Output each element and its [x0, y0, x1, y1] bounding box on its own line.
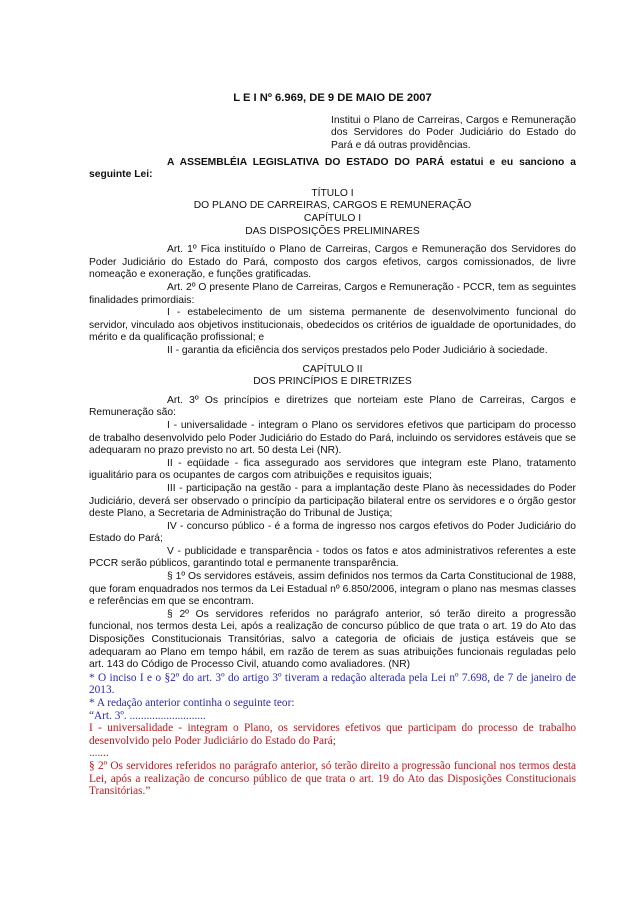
titulo-subheading: DO PLANO DE CARREIRAS, CARGOS E REMUNERAÇÃO	[193, 200, 472, 212]
article-3-item-ii: II - eqüidade - fica assegurado aos servidores que integram este Plano, tratamento igualitário para os ocupantes de cargos com atribuições e requisitos iguais;	[89, 457, 576, 482]
article-3-paragraph-1: § 1º Os servidores estáveis, assim definidos nos termos da Carta Constitucional de 1988, que foram enquadrados nos termos da Lei Estadual nº 6.850/2006, integram o plano nas mesmas classes e referências em que se encontram.	[89, 571, 576, 608]
amendment-note-line: * O inciso I e o §2º do art. 3º do artigo 3º tiveram a redação alterada pela Lei nº 7.698, de 7 de janeiro de 2013.	[89, 671, 576, 697]
article-3-item-v: V - publicidade e transparência - todos os fatos e atos administrativos referentes a este PCCR serão públicos, garantindo total e permanente transparência.	[89, 545, 576, 570]
previous-text-ellipsis: .......	[89, 747, 109, 760]
preamble: A ASSEMBLÉIA LEGISLATIVA DO ESTADO DO PARÁ estatui e eu sanciono a seguinte Lei:	[89, 156, 576, 181]
capitulo-subheading: DAS DISPOSIÇÕES PRELIMINARES	[245, 225, 420, 237]
law-title: L E I Nº 6.969, DE 9 DE MAIO DE 2007	[233, 92, 432, 104]
capitulo-2-subheading: DOS PRINCÍPIOS E DIRETRIZES	[253, 376, 412, 388]
capitulo-2-heading: CAPÍTULO II	[302, 363, 363, 375]
article-2-item-i: I - estabelecimento de um sistema permanente de desenvolvimento funcional do servidor, vinculado aos objetivos institucionais, obedecidos os critérios de igualdade de oportunidades, do mérito e da qualificação profissional; e	[89, 307, 576, 344]
previous-text-paragraph-2: § 2º Os servidores referidos no parágrafo anterior, só terão direito a progressão funcional nos termos desta Lei, após a realização de concurso público de que trata o art. 19 do Ato das Disposições Constitucionais Transitórias.”	[89, 759, 576, 798]
document-body	[89, 92, 576, 798]
amendment-note	[89, 672, 576, 798]
article-3-item-iv: IV - concurso público - é a forma de ingresso nos cargos efetivos do Poder Judiciário do Estado do Pará;	[89, 520, 576, 545]
amendment-note-line: “Art. 3º. ...........................	[89, 709, 206, 722]
article-1: Art. 1º Fica instituído o Plano de Carreiras, Cargos e Remuneração dos Servidores do Poder Judiciário do Estado do Pará, composto dos cargos efetivos, cargos comissionados, de livre nomeação e exoneração, e funções gratificadas.	[89, 244, 576, 281]
titulo-heading: TÍTULO I	[311, 187, 354, 199]
article-3-item-i: I - universalidade - integram o Plano os servidores efetivos que participam do processo de trabalho desenvolvido pelo Poder Judiciário do Estado do Pará, incluindo os servidores estáveis que se adequaram no prazo previsto no art. 50 desta Lei (NR).	[89, 419, 576, 457]
article-2-item-ii: II - garantia da eficiência dos serviços prestados pelo Poder Judiciário à sociedade.	[167, 344, 548, 356]
article-3-paragraph-2: § 2º Os servidores referidos no parágrafo anterior, só terão direito a progressão funcional, nos termos desta Lei, após a realização de concurso público de que trata o art. 19 do Ato das Disposições Constitucionais Transitórias, salvo a categoria de oficiais de justiça estáveis que se adequaram ao Plano em tempo hábil, em razão de terem as suas atribuições funcionais reguladas pelo art. 143 do Código de Processo Civil, atuando como avaliadores. (NR)	[89, 608, 576, 671]
amendment-note-line: * A redação anterior continha o seguinte teor:	[89, 697, 295, 710]
capitulo-heading: CAPÍTULO I	[303, 213, 362, 225]
previous-text-item-i: I - universalidade - integram o Plano, os servidores efetivos que participam do processo de trabalho desenvolvido pelo Poder Judiciário do Estado do Pará;	[89, 722, 576, 747]
article-2: Art. 2º O presente Plano de Carreiras, Cargos e Remuneração - PCCR, tem as seguintes finalidades primordiais:	[89, 282, 576, 306]
article-3-item-iii: III - participação na gestão - para a implantação deste Plano às necessidades do Poder Judiciário, deverá ser observado o princípio da participação bilateral entre os servidores e o órgão gestor deste Plano, a Secretaria de Administração do Tribunal de Justiça;	[89, 482, 576, 520]
ementa: Institui o Plano de Carreiras, Cargos e Remuneração dos Servidores do Poder Judiciário do Estado do Pará e dá outras providências.	[331, 114, 576, 152]
article-3: Art. 3º Os princípios e diretrizes que norteiam este Plano de Carreiras, Cargos e Remuneração são:	[89, 394, 576, 419]
